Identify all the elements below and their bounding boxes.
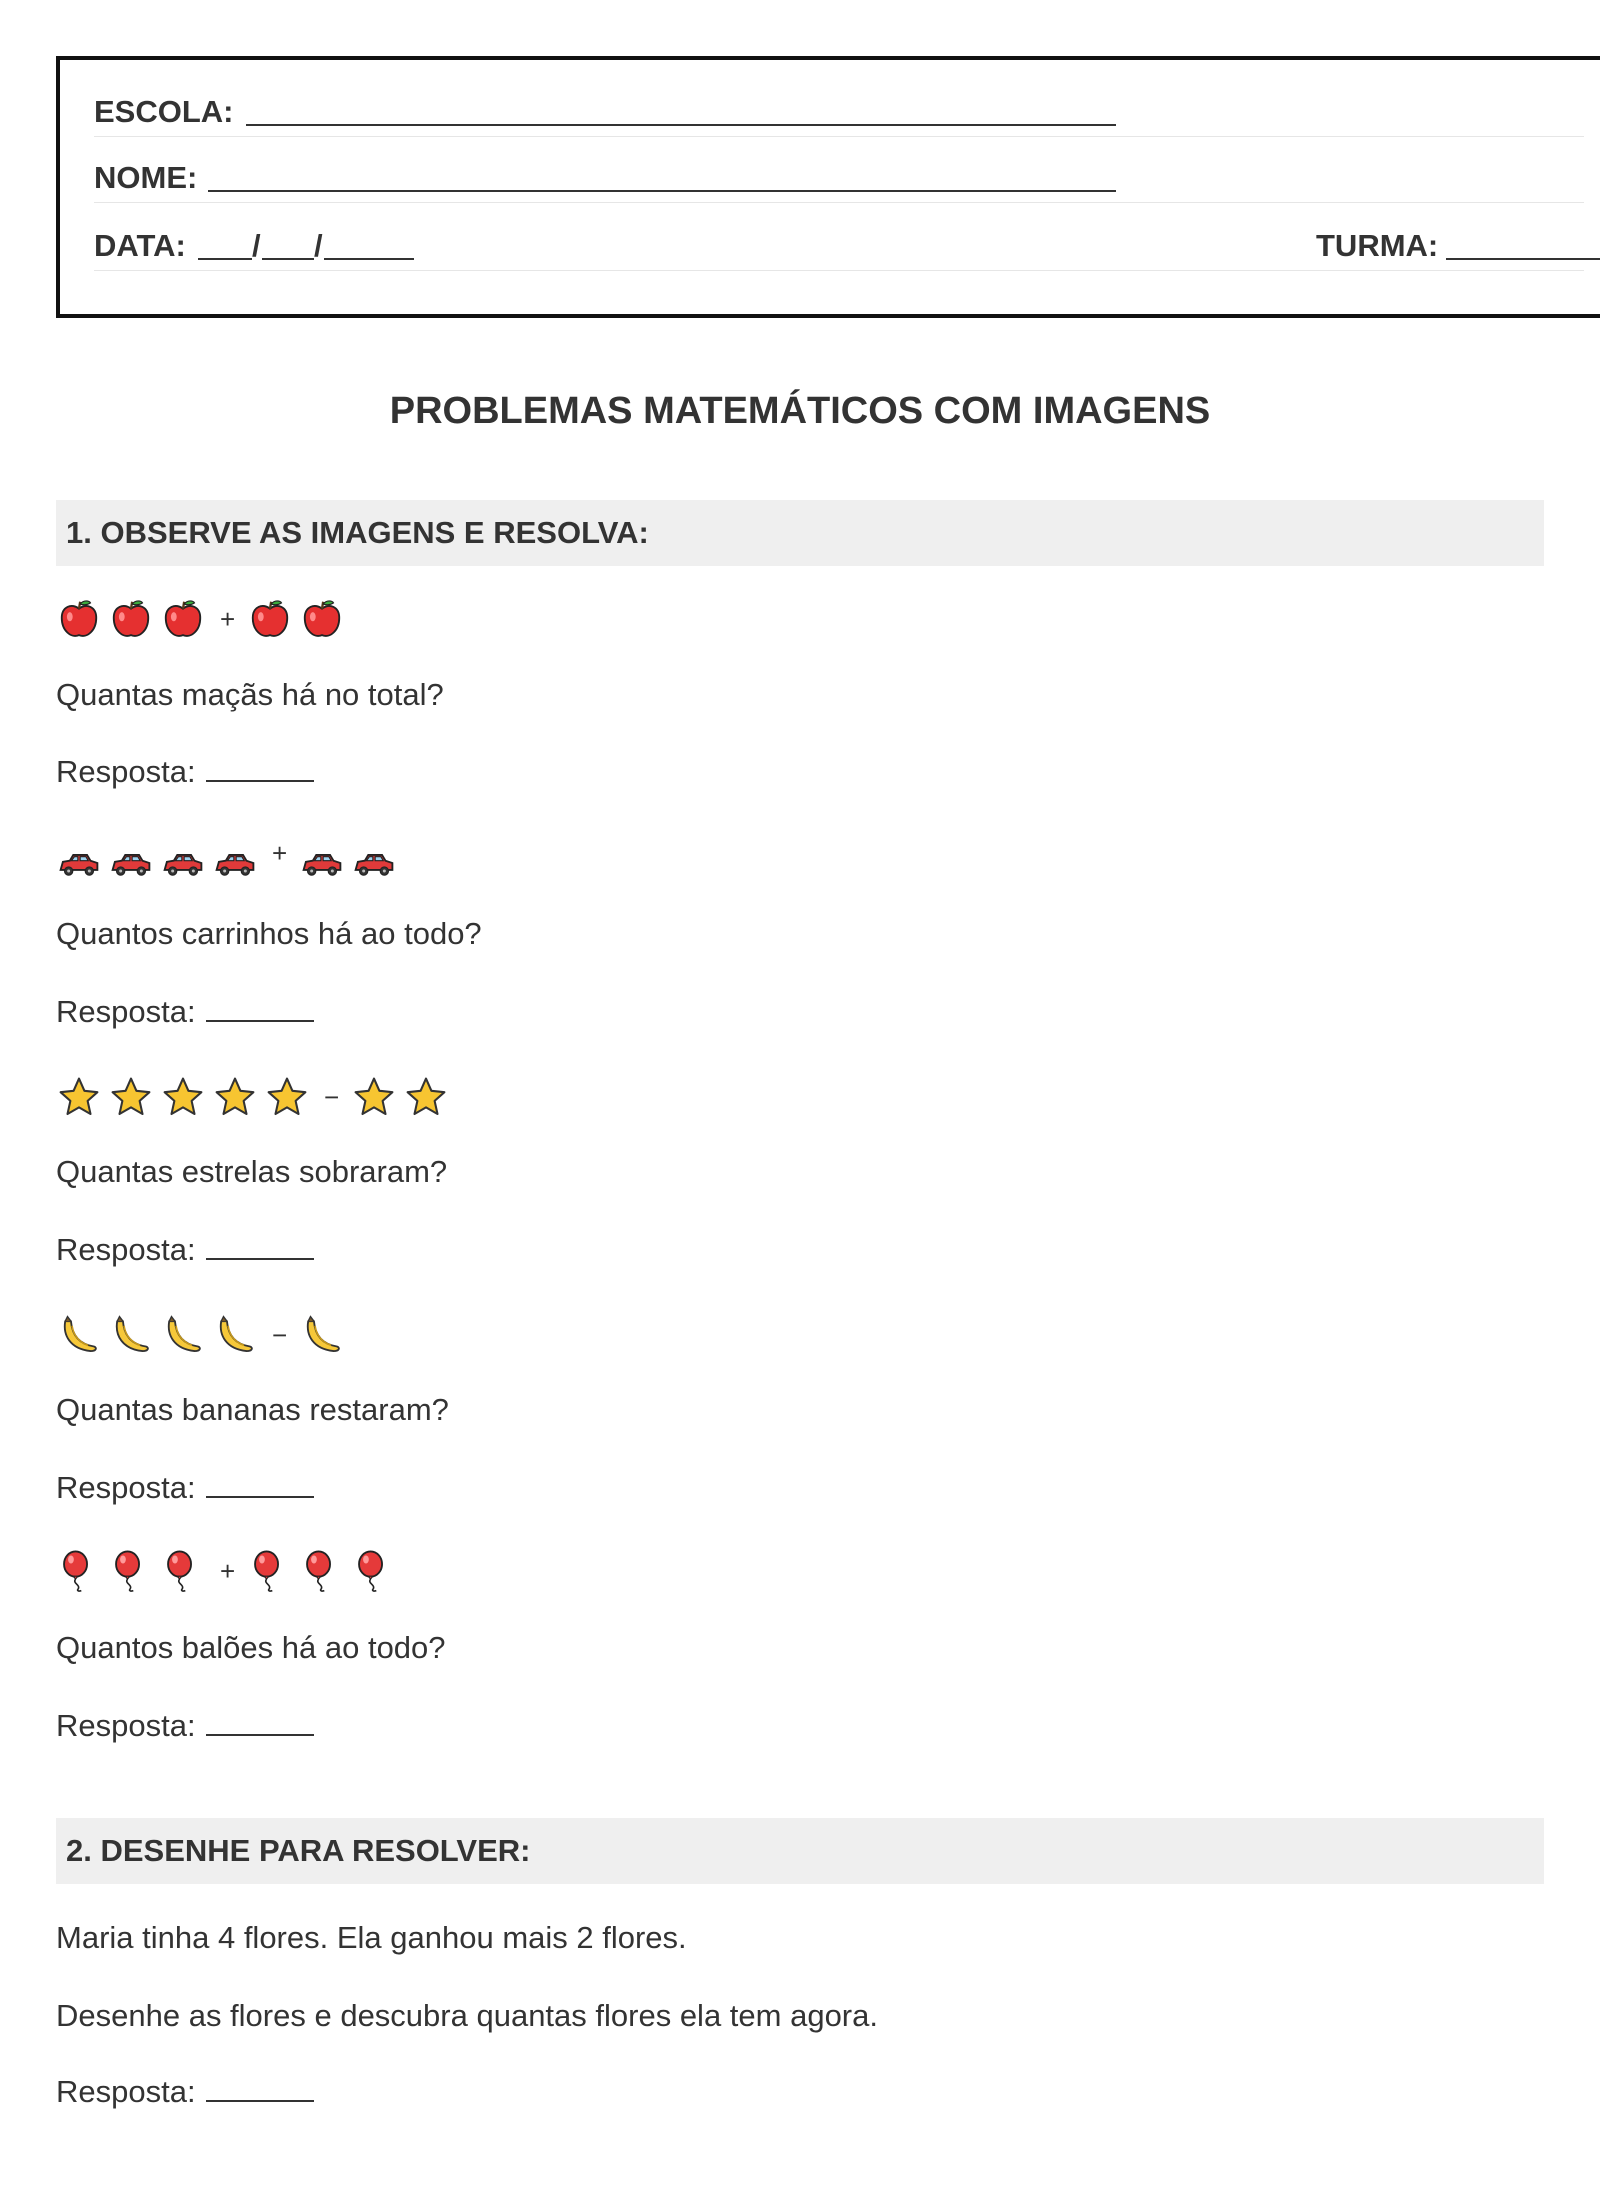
balloon-icon (108, 1548, 154, 1594)
car-icon (212, 840, 258, 886)
banana-icon (108, 1312, 154, 1358)
car-icon (108, 840, 154, 886)
problem-2-answer (56, 994, 314, 1030)
nome-blank[interactable] (208, 190, 1116, 192)
problem-4-question: Quantas bananas restaram? (56, 1392, 449, 1427)
banana-icon (56, 1312, 102, 1358)
banana-icon (212, 1312, 258, 1358)
problem-1-answer (56, 754, 314, 790)
star-icon (264, 1074, 310, 1120)
plus-operator: + (220, 604, 236, 634)
page-title: PROBLEMAS MATEMÁTICOS COM IMAGENS (389, 390, 1211, 432)
apple-icon (160, 596, 206, 642)
problem-3-answer (56, 1232, 314, 1268)
section-2-statement: Maria tinha 4 flores. Ela ganhou mais 2 flores. (56, 1920, 687, 1955)
student-info-box (56, 56, 1600, 318)
section-2-instruction: Desenhe as flores e descubra quantas flores ela tem agora. (56, 1998, 878, 2033)
answer-label: Resposta: (56, 2074, 196, 2109)
turma-label: TURMA: (1316, 228, 1439, 263)
escola-blank[interactable] (246, 124, 1116, 126)
problem-2-question: Quantos carrinhos há ao todo? (56, 916, 482, 951)
date-separator: / (252, 228, 261, 263)
apple-icon (247, 596, 293, 642)
answer-label: Resposta: (56, 1708, 196, 1743)
star-icon (212, 1074, 258, 1120)
star-icon (108, 1074, 154, 1120)
minus-operator: − (272, 1320, 288, 1350)
answer-blank[interactable] (206, 1020, 314, 1022)
nome-label: NOME: (94, 160, 198, 195)
banana-icon (160, 1312, 206, 1358)
car-icon (160, 840, 206, 886)
escola-row (94, 80, 1584, 137)
date-month-blank[interactable] (262, 258, 314, 260)
star-icon (403, 1074, 449, 1120)
balloon-icon (299, 1548, 345, 1594)
date-year-blank[interactable] (324, 258, 414, 260)
answer-label: Resposta: (56, 1470, 196, 1505)
answer-label: Resposta: (56, 1232, 196, 1267)
answer-blank[interactable] (206, 1258, 314, 1260)
data-label: DATA: (94, 228, 186, 263)
nome-row (94, 146, 1584, 203)
apple-icon (299, 596, 345, 642)
car-icon (299, 840, 345, 886)
section-2-answer (56, 2074, 314, 2110)
answer-blank[interactable] (206, 2100, 314, 2102)
plus-operator: + (272, 838, 288, 868)
data-row (94, 214, 1584, 271)
problem-4-answer (56, 1470, 314, 1506)
answer-label: Resposta: (56, 754, 196, 789)
problem-3-icons (56, 1070, 455, 1124)
answer-blank[interactable] (206, 1496, 314, 1498)
problem-1-question: Quantas maçãs há no total? (56, 677, 444, 712)
problem-4-icons (56, 1308, 351, 1362)
escola-label: ESCOLA: (94, 94, 234, 129)
turma-blank[interactable] (1446, 258, 1600, 260)
star-icon (351, 1074, 397, 1120)
apple-icon (108, 596, 154, 642)
date-day-blank[interactable] (198, 258, 252, 260)
problem-1-icons (56, 592, 351, 646)
date-separator: / (314, 228, 323, 263)
section-1-heading: 1. OBSERVE AS IMAGENS E RESOLVA: (56, 500, 1544, 566)
problem-3-question: Quantas estrelas sobraram? (56, 1154, 448, 1189)
answer-label: Resposta: (56, 994, 196, 1029)
star-icon (160, 1074, 206, 1120)
problem-5-answer (56, 1708, 314, 1744)
apple-icon (56, 596, 102, 642)
answer-blank[interactable] (206, 1734, 314, 1736)
plus-operator: + (220, 1556, 236, 1586)
balloon-icon (56, 1548, 102, 1594)
star-icon (56, 1074, 102, 1120)
problem-2-icons (56, 836, 403, 890)
balloon-icon (160, 1548, 206, 1594)
banana-icon (299, 1312, 345, 1358)
balloon-icon (247, 1548, 293, 1594)
balloon-icon (351, 1548, 397, 1594)
car-icon (351, 840, 397, 886)
problem-5-question: Quantos balões há ao todo? (56, 1630, 446, 1665)
section-2-heading: 2. DESENHE PARA RESOLVER: (56, 1818, 1544, 1884)
minus-operator: − (324, 1082, 340, 1112)
car-icon (56, 840, 102, 886)
problem-5-icons (56, 1544, 403, 1598)
answer-blank[interactable] (206, 780, 314, 782)
